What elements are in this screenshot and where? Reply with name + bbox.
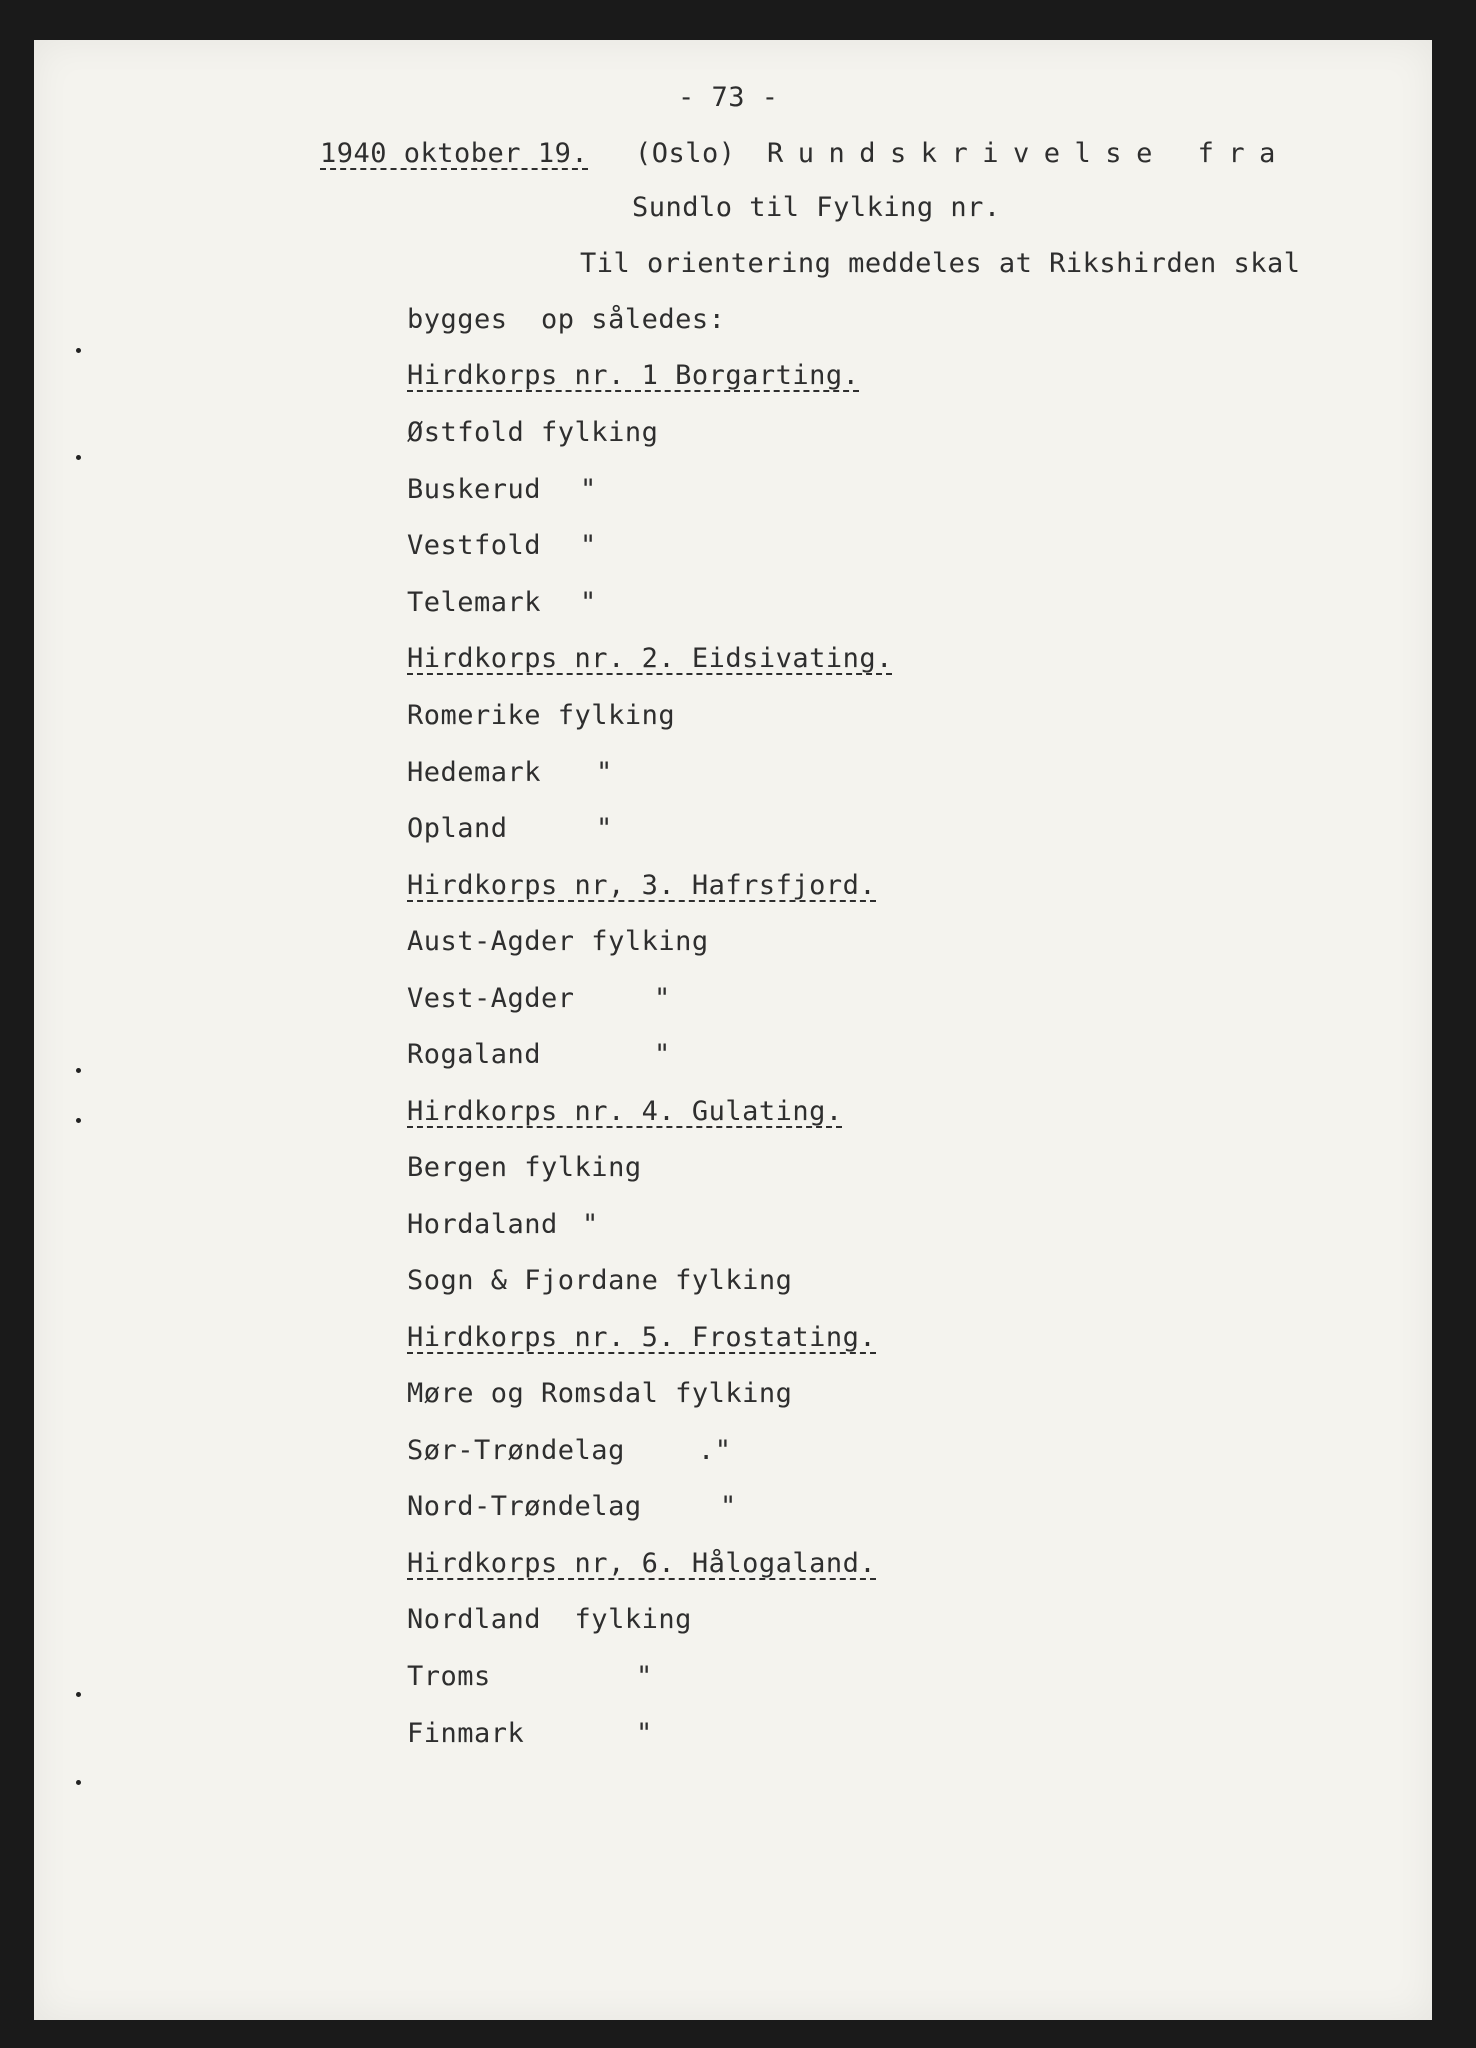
ditto-mark: " <box>596 813 613 844</box>
ditto-mark: ." <box>698 1435 732 1466</box>
unit-name: Buskerud <box>407 474 542 505</box>
corps-title-5: Hirdkorps nr. 5. Frostating. <box>407 1322 877 1353</box>
unit-name: Rogaland <box>407 1039 542 1070</box>
ditto-mark: " <box>580 530 597 561</box>
unit-name: Bergen fylking <box>407 1152 642 1183</box>
intro-line-2: bygges op således: <box>407 304 726 335</box>
unit-name: Finmark <box>407 1718 525 1749</box>
unit-name: Sør-Trøndelag <box>407 1435 625 1466</box>
unit-name: Hordaland <box>407 1209 558 1240</box>
unit-name: Vest-Agder <box>407 983 575 1014</box>
ditto-mark: " <box>580 587 597 618</box>
ditto-mark: " <box>596 757 613 788</box>
header-doc-type: Rundskrivelse fra <box>767 138 1290 169</box>
ditto-mark: " <box>654 983 671 1014</box>
unit-name: Sogn & Fjordane fylking <box>407 1265 793 1296</box>
ditto-mark: " <box>654 1039 671 1070</box>
ditto-mark: " <box>580 474 597 505</box>
corps-title-1: Hirdkorps nr. 1 Borgarting. <box>407 360 860 391</box>
ditto-mark: " <box>720 1491 737 1522</box>
unit-name: Romerike fylking <box>407 700 676 731</box>
ditto-mark: " <box>582 1209 599 1240</box>
ditto-mark: " <box>636 1718 653 1749</box>
margin-mark <box>76 1118 81 1123</box>
unit-name: Nordland fylking <box>407 1604 692 1635</box>
margin-mark <box>76 1780 81 1785</box>
margin-mark <box>76 1692 81 1697</box>
unit-name: Aust-Agder fylking <box>407 926 709 957</box>
document-page <box>34 40 1432 2020</box>
header-date: 1940 oktober 19. <box>320 138 589 169</box>
unit-name: Hedemark <box>407 757 542 788</box>
ditto-mark: " <box>636 1661 653 1692</box>
unit-name: Troms <box>407 1661 491 1692</box>
unit-name: Østfold fylking <box>407 417 659 448</box>
corps-title-2: Hirdkorps nr. 2. Eidsivating. <box>407 643 893 674</box>
corps-title-6: Hirdkorps nr, 6. Hålogaland. <box>407 1548 877 1579</box>
corps-title-3: Hirdkorps nr, 3. Hafrsfjord. <box>407 870 877 901</box>
intro-line-1: Til orientering meddeles at Rikshirden skal <box>580 248 1301 279</box>
unit-name: Vestfold <box>407 530 542 561</box>
unit-name: Nord-Trøndelag <box>407 1491 642 1522</box>
margin-mark <box>76 455 81 460</box>
header-place: (Oslo) <box>635 138 736 169</box>
margin-mark <box>76 348 81 353</box>
corps-title-4: Hirdkorps nr. 4. Gulating. <box>407 1096 843 1127</box>
unit-name: Opland <box>407 813 508 844</box>
header-recipient: Sundlo til Fylking nr. <box>632 192 1001 223</box>
unit-name: Telemark <box>407 587 542 618</box>
margin-mark <box>76 1068 81 1073</box>
page-number: - 73 - <box>678 82 779 113</box>
unit-name: Møre og Romsdal fylking <box>407 1378 793 1409</box>
